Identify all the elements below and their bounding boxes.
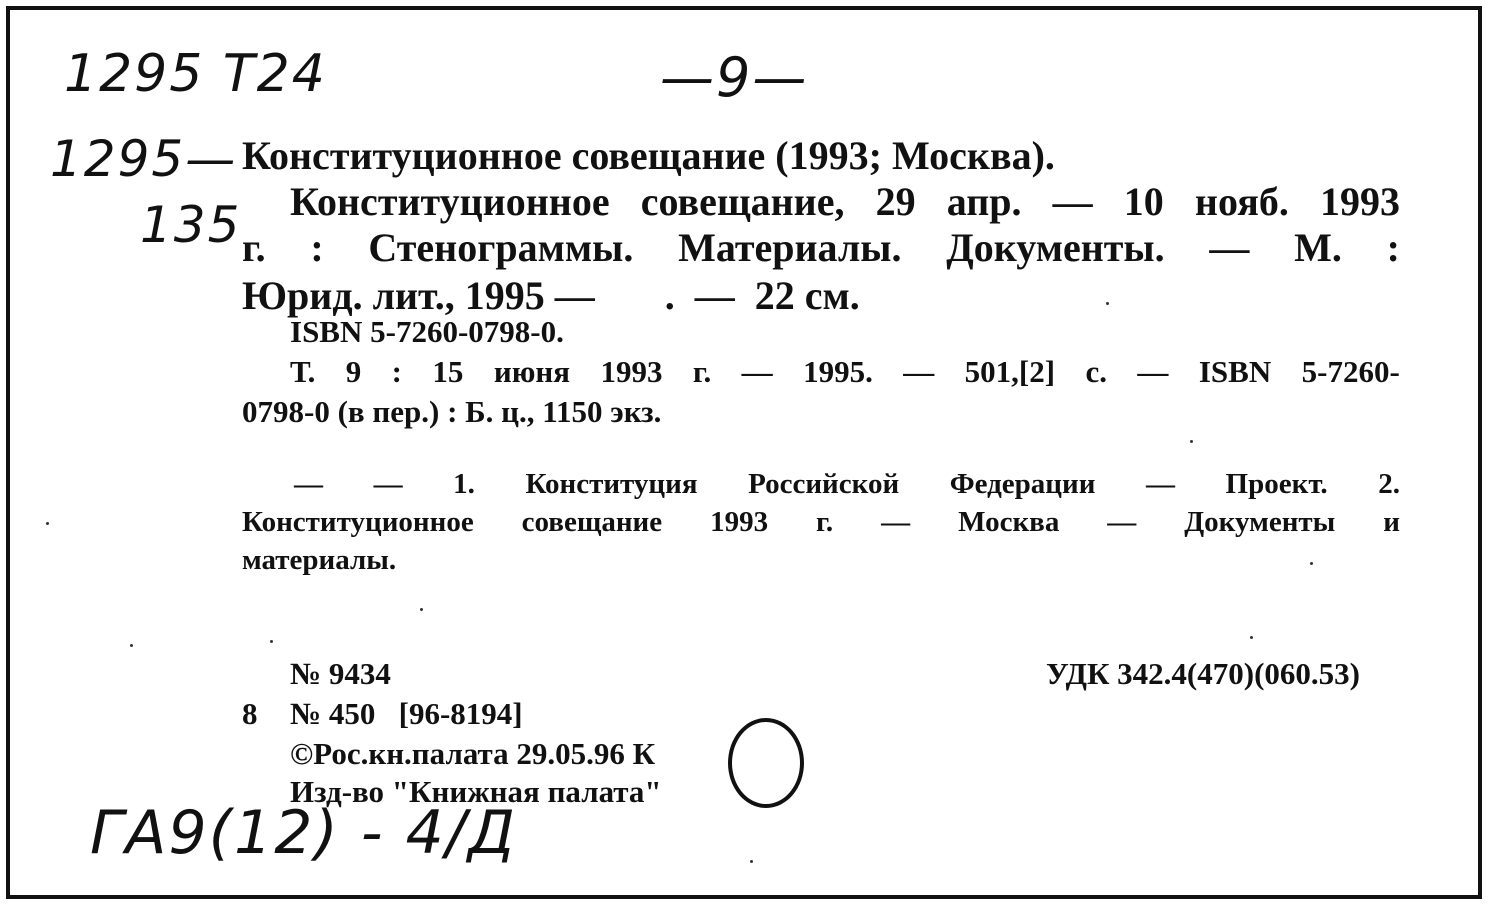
subjects-line-2 (242, 506, 1400, 539)
volume-word: — (1137, 354, 1169, 389)
volume-word: 15 (432, 354, 464, 389)
subject-word: 1993 (710, 506, 769, 538)
subject-word: Конституция (525, 468, 698, 500)
title-word: — (1209, 225, 1250, 270)
title-word: Стенограммы. (368, 225, 634, 270)
subject-word: г. (816, 506, 834, 538)
volume-line-1 (290, 354, 1400, 390)
footer-line-2: № 450 [96-8194] (290, 696, 523, 731)
volume-word: 1995. (803, 354, 873, 389)
udk-code: УДК 342.4(470)(060.53) (1046, 656, 1360, 691)
subject-word: — (294, 468, 323, 500)
volume-word: — (903, 354, 935, 389)
entry-heading: Конституционное совещание (1993; Москва). (242, 133, 1055, 178)
volume-word: июня (493, 354, 571, 389)
volume-word: 1993 (600, 354, 663, 389)
subject-word: совещание (521, 506, 663, 538)
speck (750, 860, 753, 863)
volume-word: 9 (345, 354, 362, 389)
volume-word: : (391, 354, 402, 389)
title-word: 1993 (1320, 179, 1400, 224)
subjects-line-3: материалы. (242, 544, 397, 576)
title-word: г. (242, 225, 266, 270)
title-word: совещание, (640, 179, 845, 224)
title-word: : (1386, 225, 1400, 270)
volume-word: Т. (290, 354, 316, 389)
subject-word: и (1383, 506, 1400, 538)
handwritten-entry-subnumber: 135 (140, 196, 242, 254)
subject-word: — (1107, 506, 1137, 538)
volume-word: — (741, 354, 773, 389)
speck (270, 640, 273, 643)
volume-word: 501,[2] (964, 354, 1056, 389)
title-word: 10 (1123, 179, 1164, 224)
title-word: Конституционное (290, 179, 610, 224)
speck (46, 522, 49, 525)
title-word: 29 (875, 179, 916, 224)
publisher-line: Изд-во "Книжная палата" (290, 774, 662, 809)
speck (1106, 302, 1109, 305)
handwritten-entry-number: 1295— (50, 130, 238, 188)
subject-word: Документы (1184, 506, 1336, 538)
subjects-line-1 (294, 468, 1400, 501)
title-line-3: Юрид. лит., 1995 — . — 22 см. (242, 273, 860, 318)
stamp-circle (728, 718, 804, 808)
subject-word: Российской (748, 468, 900, 500)
title-line-2 (242, 224, 1400, 271)
title-word: — (1052, 179, 1093, 224)
volume-word: г. (692, 354, 712, 389)
title-word: апр. (946, 179, 1022, 224)
handwritten-bottom-code: ГА9(12) - 4/Д (90, 798, 517, 868)
registration-number: № 9434 (290, 656, 391, 691)
isbn: ISBN 5-7260-0798-0. (290, 314, 564, 349)
subject-word: — (1145, 468, 1175, 500)
subject-word: Москва (958, 506, 1060, 538)
subject-word: — (881, 506, 911, 538)
volume-word: ISBN (1198, 354, 1272, 389)
speck (1310, 562, 1313, 565)
volume-line-2: 0798-0 (в пер.) : Б. ц., 1150 экз. (242, 394, 662, 429)
speck (130, 644, 133, 647)
speck (1250, 636, 1253, 639)
volume-word: 5-7260- (1301, 354, 1400, 389)
volume-word: с. (1085, 354, 1107, 389)
handwritten-page-number: —9— (660, 46, 809, 109)
subject-word: 2. (1378, 468, 1400, 500)
title-line-1 (290, 178, 1400, 225)
subject-word: Конституционное (242, 506, 474, 538)
speck (1190, 440, 1193, 443)
handwritten-shelfmark: 1295 T24 (64, 44, 327, 104)
footer-line-prefix: 8 (242, 696, 258, 731)
speck (420, 608, 423, 611)
subject-word: Проект. (1225, 468, 1328, 500)
subject-word: Федерации (949, 468, 1096, 500)
copyright-line: ©Рос.кн.палата 29.05.96 К (290, 736, 656, 771)
title-word: : (310, 225, 324, 270)
catalog-card (6, 6, 1482, 899)
title-word: Документы. (946, 225, 1165, 270)
subject-word: 1. (453, 468, 475, 500)
title-word: Материалы. (678, 225, 902, 270)
title-word: нояб. (1194, 179, 1289, 224)
title-word: М. (1294, 225, 1342, 270)
subject-word: — (373, 468, 403, 500)
